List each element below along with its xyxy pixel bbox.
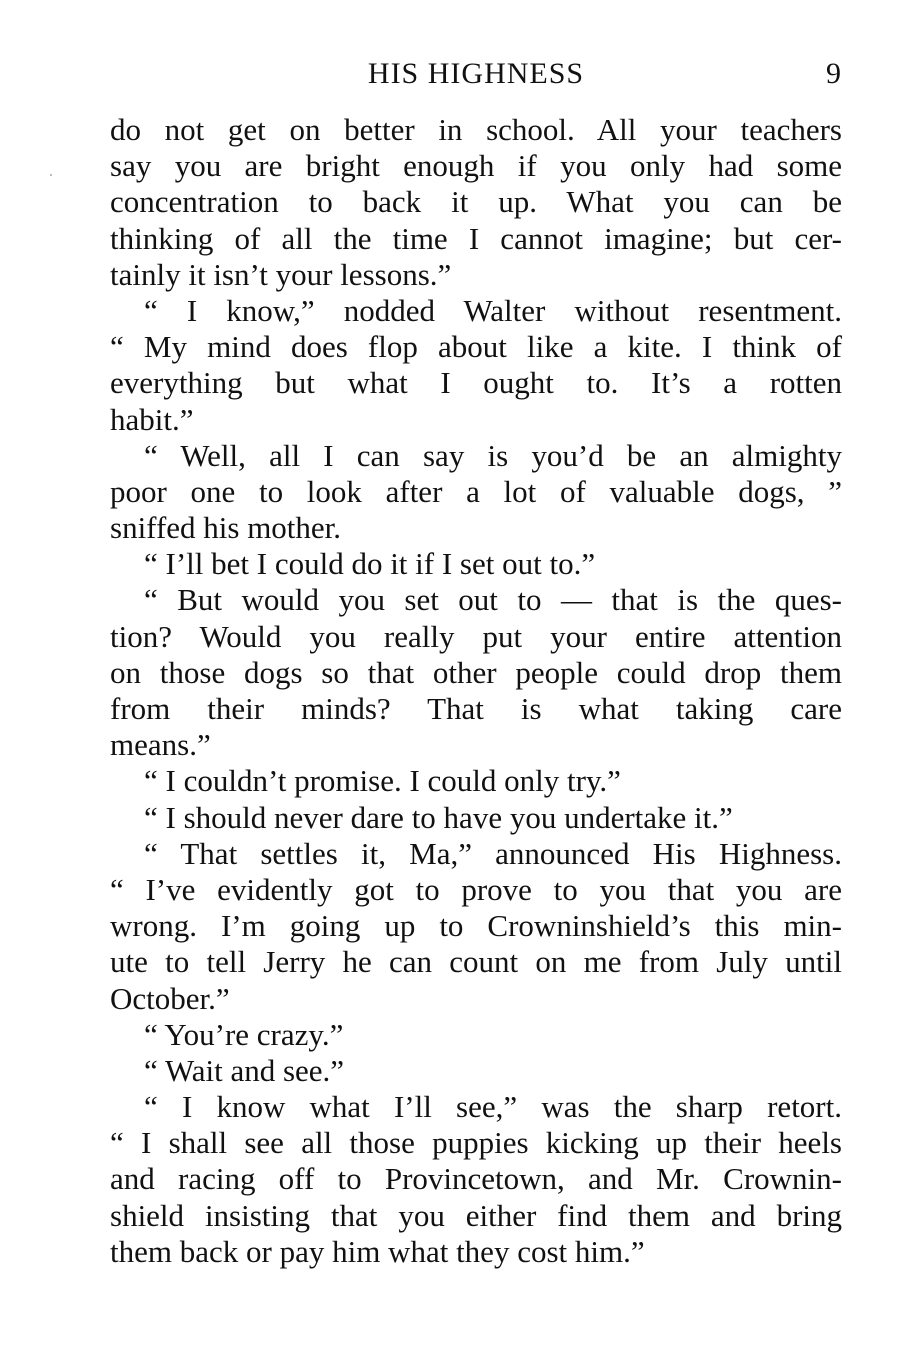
text-line: and racing off to Provincetown, and Mr. Crownin- <box>110 1161 842 1197</box>
text-line: “ I’ll bet I could do it if I set out to.” <box>144 546 596 582</box>
text-line: tainly it isn’t your lessons.” <box>110 256 452 292</box>
text-line: from their minds? That is what taking care <box>110 691 842 726</box>
text-line: “ My mind does flop about like a kite. I think of <box>110 329 842 365</box>
text-line: “ Wait and see.” <box>144 1052 345 1088</box>
text-line: everything but what I ought to. It’s a rotten <box>110 365 842 401</box>
text-line: tion? Would you really put your entire attention <box>110 618 842 654</box>
text-line: October.” <box>110 980 230 1016</box>
text-line: do not get on better in school. All your teachers <box>110 112 842 147</box>
running-title: HIS HIGHNESS <box>367 57 585 90</box>
text-line: concentration to back it up. What you can be <box>110 184 842 220</box>
text-line: shield insisting that you either find them and bring <box>110 1197 842 1233</box>
running-head <box>110 52 842 96</box>
text-line: wrong. I’m going up to Crowninshield’s this min- <box>110 908 842 944</box>
text-line: “ I shall see all those puppies kicking up their heels <box>110 1125 842 1161</box>
text-line: thinking of all the time I cannot imagine; but cer- <box>110 220 842 256</box>
text-line: sniffed his mother. <box>110 510 342 546</box>
body-text <box>110 112 842 1270</box>
text-line: “ I know,” nodded Walter without resentment. <box>144 292 842 328</box>
text-line: “ That settles it, Ma,” announced His Highness. <box>144 835 842 871</box>
text-line: “ You’re crazy.” <box>144 1016 344 1052</box>
text-line: poor one to look after a lot of valuable dogs, ” <box>110 473 842 509</box>
page-number: 9 <box>826 57 842 90</box>
text-line: “ I should never dare to have you undertake it.” <box>144 799 733 835</box>
text-line: ute to tell Jerry he can count on me from July until <box>110 944 842 980</box>
text-line: say you are bright enough if you only had some <box>110 148 842 184</box>
scan-speck <box>50 174 52 176</box>
text-line: “ I’ve evidently got to prove to you that you are <box>110 871 842 907</box>
text-line: “ But would you set out to — that is the ques- <box>144 582 842 618</box>
text-line: habit.” <box>110 401 194 437</box>
text-line: means.” <box>110 727 211 763</box>
text-line: on those dogs so that other people could drop them <box>110 654 842 690</box>
text-line: “ Well, all I can say is you’d be an almighty <box>144 437 842 473</box>
text-line: “ I couldn’t promise. I could only try.” <box>144 763 621 799</box>
text-line: them back or pay him what they cost him.” <box>110 1233 645 1269</box>
text-line: “ I know what I’ll see,” was the sharp retort. <box>144 1089 842 1125</box>
